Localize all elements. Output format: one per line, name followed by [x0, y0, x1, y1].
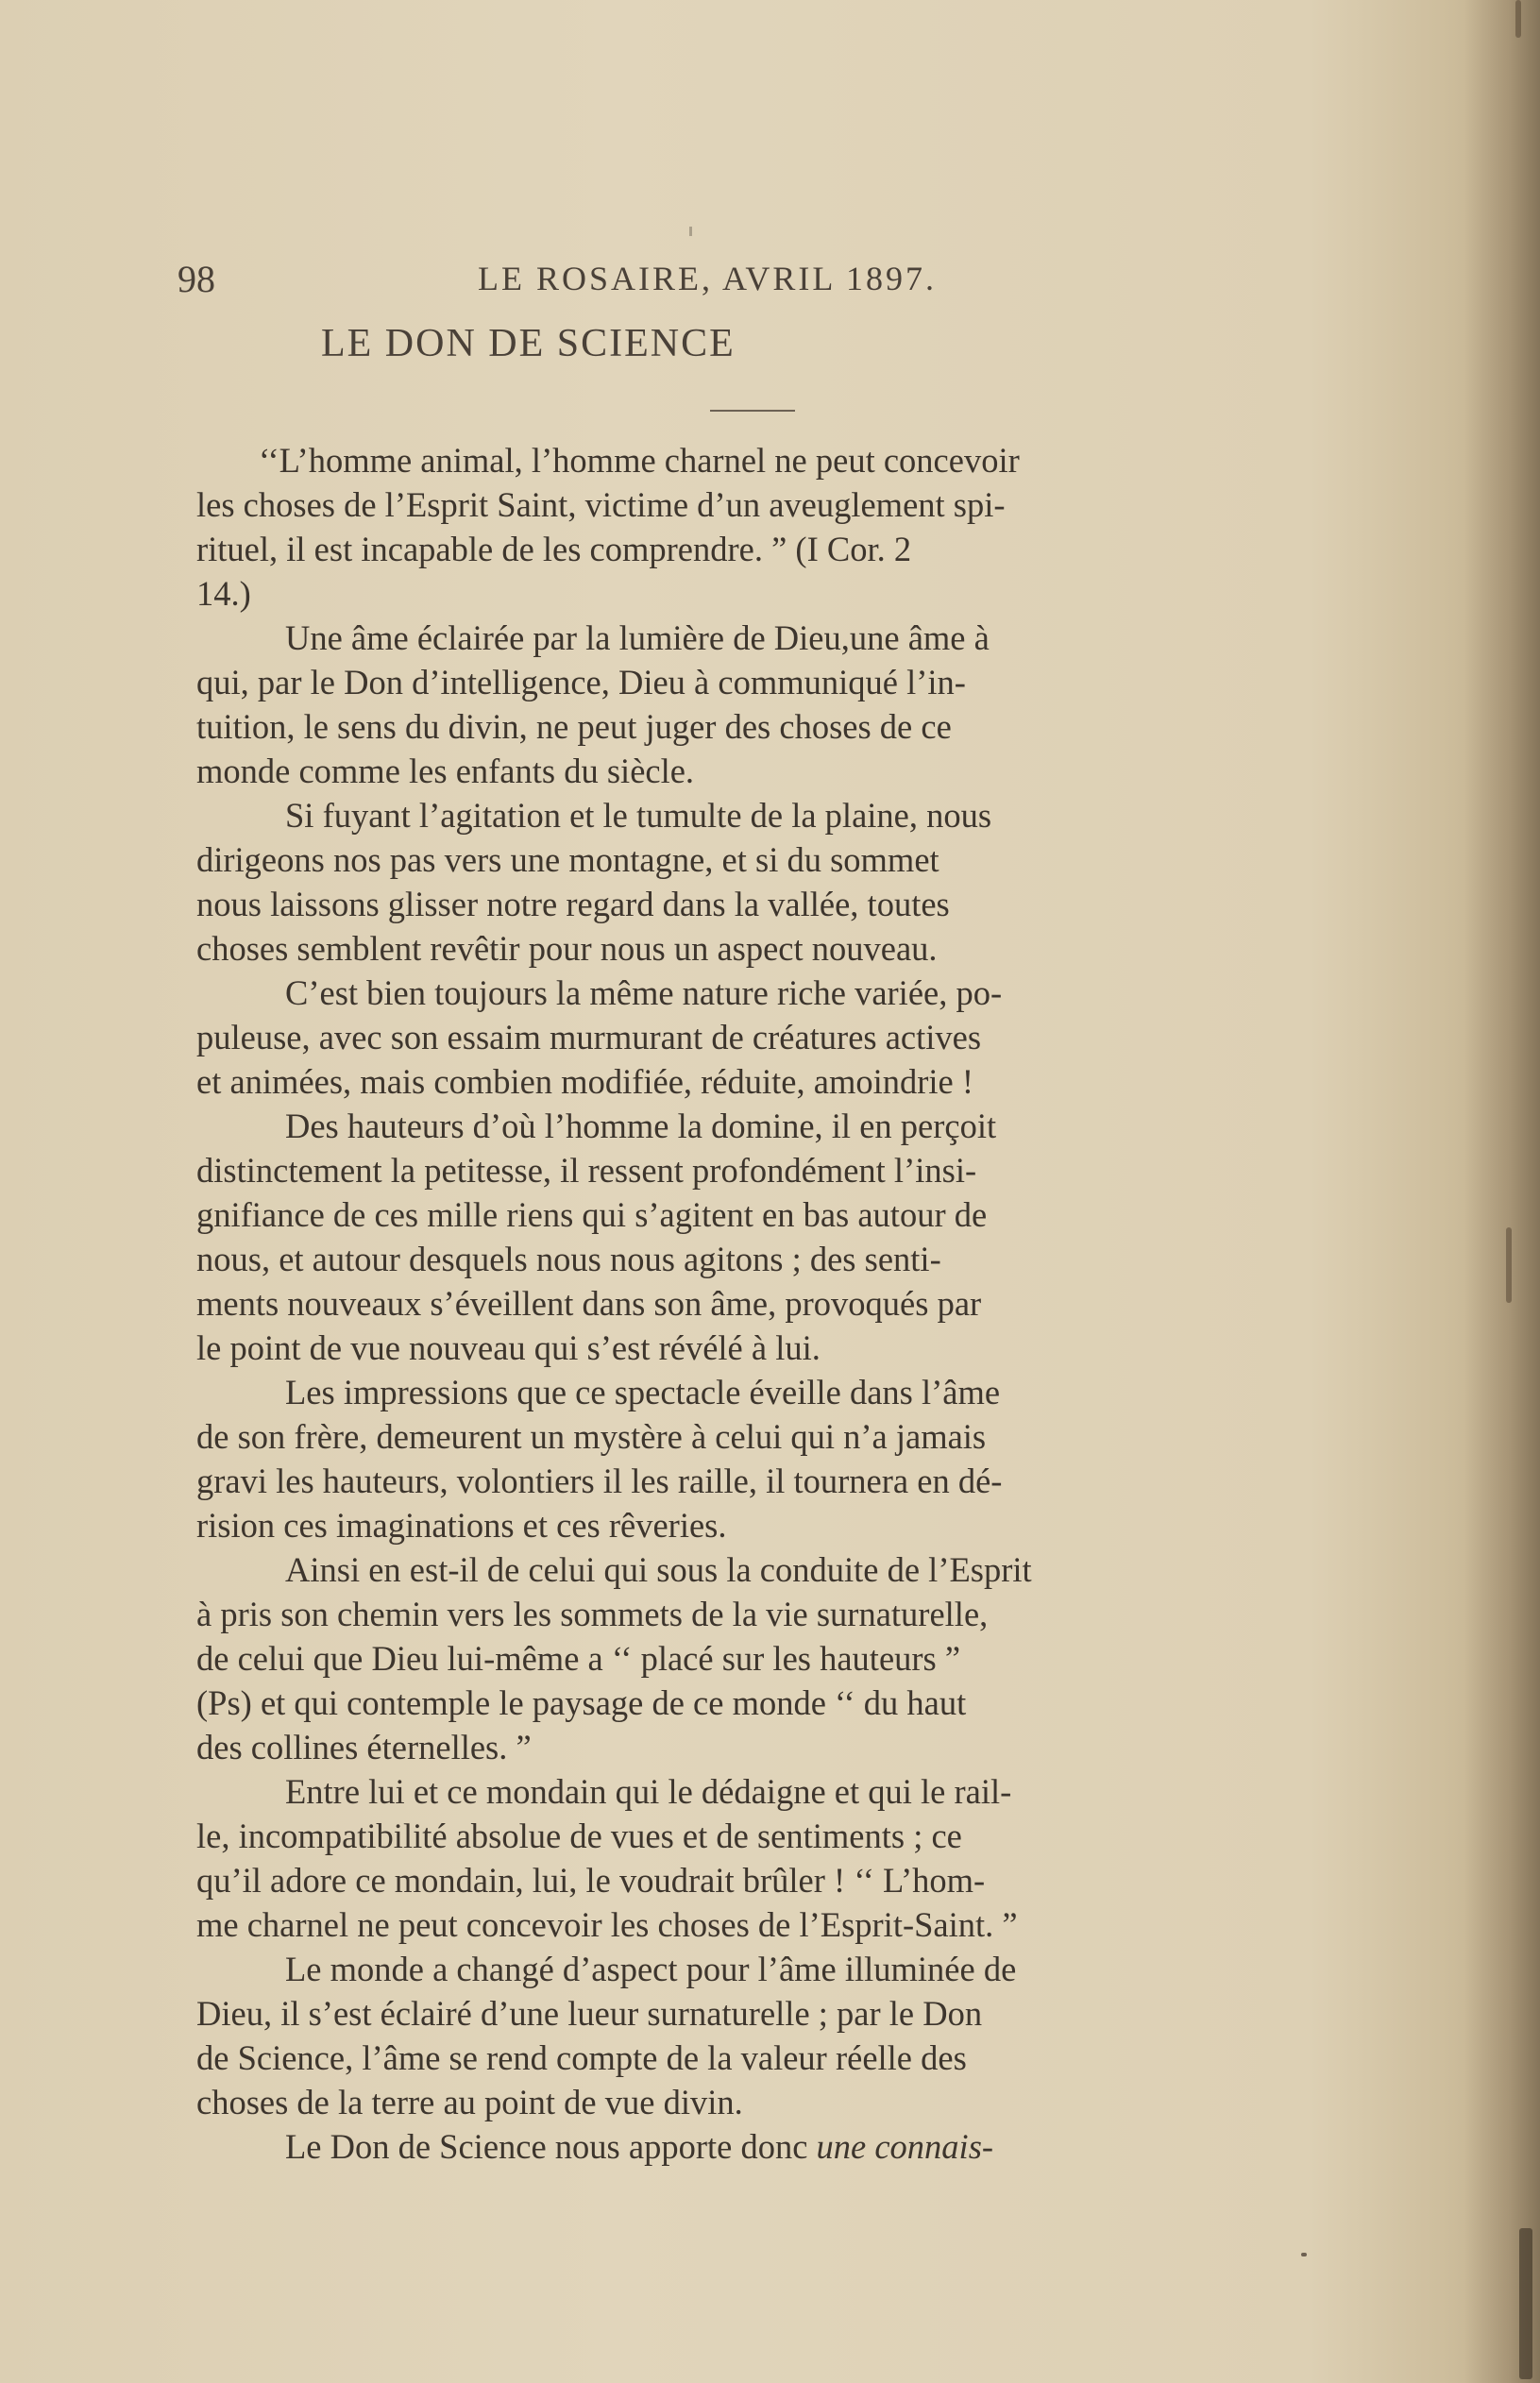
- binding-shadow: [1464, 0, 1540, 2383]
- text-line: puleuse, avec son essaim murmurant de créatures actives: [196, 1018, 982, 1056]
- text-line: Dieu, il s’est éclairé d’une lueur surnaturelle ; par le Don: [196, 1994, 983, 2033]
- text-line-italic: une connais-: [816, 2127, 994, 2166]
- text-line: Les impressions que ce spectacle éveille dans l’âme: [285, 1373, 1001, 1411]
- text-line: Le monde a changé d’aspect pour l’âme illuminée de: [285, 1950, 1017, 1988]
- running-head: [178, 257, 1311, 313]
- text-line: le, incompatibilité absolue de vues et de sentiments ; ce: [196, 1817, 962, 1855]
- text-line: Une âme éclairée par la lumière de Dieu,une âme à: [285, 618, 990, 657]
- text-line: et animées, mais combien modifiée, réduite, amoindrie !: [196, 1062, 973, 1101]
- text-line: le point de vue nouveau qui s’est révélé à lui.: [196, 1328, 821, 1367]
- text-line: gravi les hauteurs, volontiers il les raille, il tournera en dé-: [196, 1462, 1003, 1500]
- text-line: les choses de l’Esprit Saint, victime d’un aveuglement spi-: [196, 485, 1006, 524]
- text-line: (Ps) et qui contemple le paysage de ce monde ‘‘ du haut: [196, 1683, 967, 1722]
- text-line: Entre lui et ce mondain qui le dédaigne et qui le rail-: [285, 1772, 1012, 1811]
- binding-mark: [1506, 1227, 1512, 1303]
- page-number: 98: [178, 258, 215, 300]
- journal-title: LE ROSAIRE, AVRIL 1897.: [478, 260, 938, 297]
- binding-mark: [1515, 0, 1521, 38]
- article-title: LE DON DE SCIENCE: [321, 322, 736, 365]
- text-line: qu’il adore ce mondain, lui, le voudrait brûler ! ‘‘ L’hom-: [196, 1861, 986, 1900]
- text-line: me charnel ne peut concevoir les choses de l’Esprit-Saint. ”: [196, 1905, 1018, 1944]
- text-line: de son frère, demeurent un mystère à celui qui n’a jamais: [196, 1417, 987, 1456]
- text-line: distinctement la petitesse, il ressent profondément l’insi-: [196, 1151, 977, 1190]
- text-line: des collines éternelles. ”: [196, 1728, 532, 1766]
- text-line: monde comme les enfants du siècle.: [196, 752, 695, 790]
- ink-speck: [689, 227, 692, 236]
- text-line: qui, par le Don d’intelligence, Dieu à communiqué l’in-: [196, 663, 966, 701]
- binding-mark: [1519, 2228, 1532, 2379]
- title-divider: [710, 410, 795, 412]
- text-line: de celui que Dieu lui-même a ‘‘ placé sur les hauteurs ”: [196, 1639, 961, 1678]
- text-line: nous, et autour desquels nous nous agitons ; des senti-: [196, 1240, 941, 1278]
- text-line: 14.): [196, 574, 251, 613]
- text-line: de Science, l’âme se rend compte de la valeur réelle des: [196, 2038, 967, 2077]
- text-line: à pris son chemin vers les sommets de la vie surnaturelle,: [196, 1595, 989, 1633]
- text-line: Si fuyant l’agitation et le tumulte de la plaine, nous: [285, 796, 992, 835]
- article-body: [196, 438, 1329, 2169]
- text-line: gnifiance de ces mille riens qui s’agitent en bas autour de: [196, 1195, 988, 1234]
- print-mark: [1301, 2253, 1307, 2256]
- text-line: choses semblent revêtir pour nous un aspect nouveau.: [196, 929, 938, 968]
- text-line-main: Le Don de Science nous apporte donc: [285, 2127, 808, 2166]
- text-line: ‘‘L’homme animal, l’homme charnel ne peut concevoir: [259, 441, 1020, 480]
- text-line: Ainsi en est-il de celui qui sous la conduite de l’Esprit: [285, 1550, 1032, 1589]
- text-line: C’est bien toujours la même nature riche variée, po-: [285, 973, 1003, 1012]
- text-line: dirigeons nos pas vers une montagne, et si du sommet: [196, 840, 939, 879]
- text-line: Des hauteurs d’où l’homme la domine, il en perçoit: [285, 1107, 997, 1145]
- text-line: tuition, le sens du divin, ne peut juger des choses de ce: [196, 707, 952, 746]
- text-line: rituel, il est incapable de les comprendre. ” (I Cor. 2: [196, 530, 912, 568]
- text-line: ments nouveaux s’éveillent dans son âme, provoqués par: [196, 1284, 982, 1323]
- text-line: [196, 2124, 1329, 2169]
- text-line: nous laissons glisser notre regard dans la vallée, toutes: [196, 885, 950, 923]
- text-line: rision ces imaginations et ces rêveries.: [196, 1506, 727, 1545]
- text-line: choses de la terre au point de vue divin.: [196, 2083, 743, 2121]
